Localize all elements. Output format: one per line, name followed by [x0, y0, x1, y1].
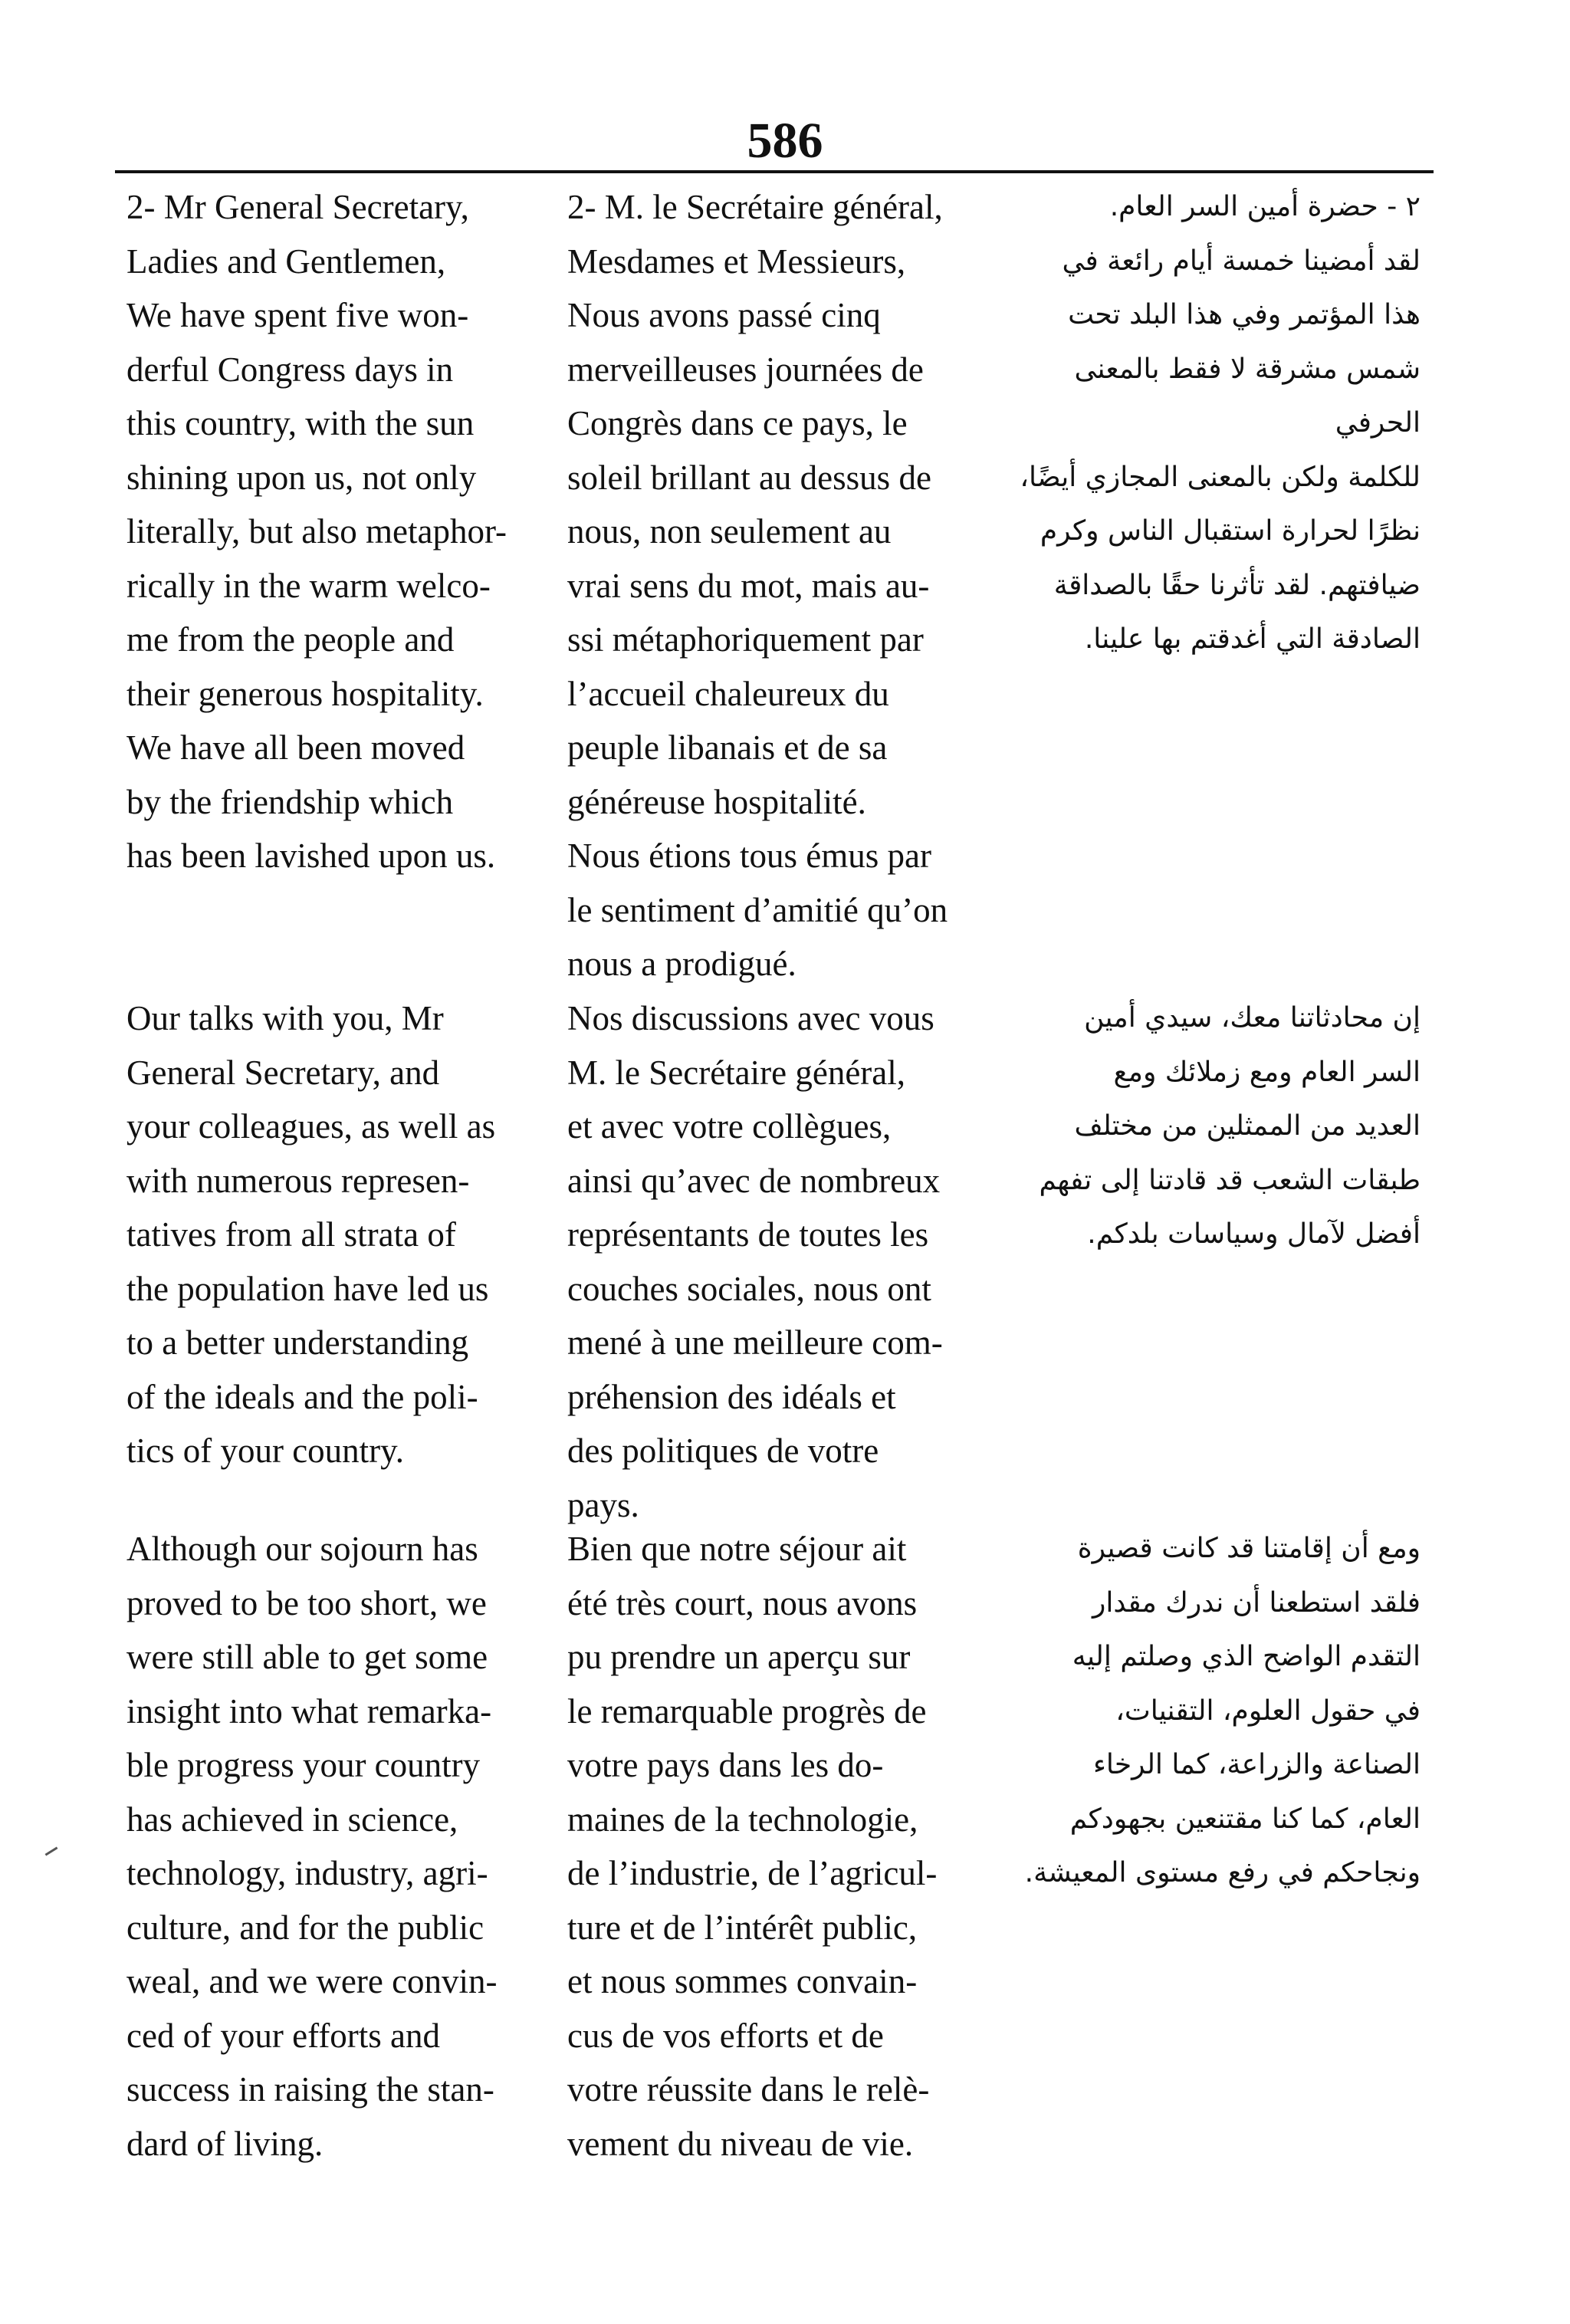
english-paragraph-2: Our talks with you, Mr General Secretary, and your colleagues, as well as with numerous represen- tatives from all strata of the population have led us to a better understanding of the ideals and the poli- tics of your country.	[126, 999, 496, 1470]
arabic-paragraph-1: ٢ - حضرة أمين السر العام. لقد أمضينا خمسة أيام رائعة في هذا المؤتمر وفي هذا البلد تحت شمس مشرقة لا فقط بالمعنى الحرفي للكلمة ولكن بالمعنى المجازي أيضًا، نظرًا لحرارة استقبال الناس وكرم ضيافتهم. لقد تأثرنا حقًا بالصداقة الصادقة التي أغدقتم بها علينا.	[1020, 191, 1421, 655]
english-paragraph-3: Although our sojourn has proved to be too short, we were still able to get some insight into what remarka- ble progress your country has achieved in science, technology, industry, agri- culture, and for the public weal, and we were convin- ced of your efforts and success in raising the stan- dard of living.	[126, 1530, 498, 2163]
scan-mark	[45, 1846, 58, 1856]
french-paragraph-2: Nos discussions avec vous M. le Secrétaire général, et avec votre collègues, ainsi qu’avec de nombreux représentants de toutes les couches sociales, nous ont mené à une meilleure com- préhension des idéals et des politiques de votre pays.	[567, 999, 943, 1524]
header-rule	[115, 170, 1434, 173]
arabic-paragraph-3: ومع أن إقامتنا قد كانت قصيرة فلقد استطعنا أن ندرك مقدار التقدم الواضح الذي وصلتم إليه في حقول العلوم، التقنيات، الصناعة والزراعة، كما الرخاء العام، كما كنا مقتنعين بجهودكم ونجاحكم في رفع مستوى المعيشة.	[1024, 1533, 1421, 1888]
english-paragraph-1: 2- Mr General Secretary, Ladies and Gentlemen, We have spent five won- derful Congress days in this country, with the sun shining upon us, not only literally, but also metaphor- rically in the warm welco- me from the people and their generous hospitality. We have all been moved by the friendship which has been lavished upon us.	[126, 188, 507, 875]
french-paragraph-1: 2- M. le Secrétaire général, Mesdames et Messieurs, Nous avons passé cinq merveilleuses journées de Congrès dans ce pays, le soleil brillant au dessus de nous, non seulement au vrai sens du mot, mais au- ssi métaphoriquement par l’accueil chaleureux du peuple libanais et de sa généreuse hospitalité. Nous étions tous émus par le sentiment d’amitié qu’on nous a prodigué.	[567, 188, 948, 983]
french-paragraph-3: Bien que notre séjour ait été très court, nous avons pu prendre un aperçu sur le remarquable progrès de votre pays dans les do- maines de la technologie, de l’industrie, de l’agricul- ture et de l’intérêt public, et nous sommes convain- cus de vos efforts et de votre réussite dans le relè- vement du niveau de vie.	[567, 1530, 938, 2163]
arabic-paragraph-2: إن محادثاتنا معك، سيدي أمين السر العام ومع زملائك ومع العديد من الممثلين من مختلف طبقات الشعب قد قادتنا إلى تفهم أفضل لآمال وسياسات بلدكم.	[1039, 1002, 1421, 1250]
page-number: 586	[747, 113, 823, 169]
